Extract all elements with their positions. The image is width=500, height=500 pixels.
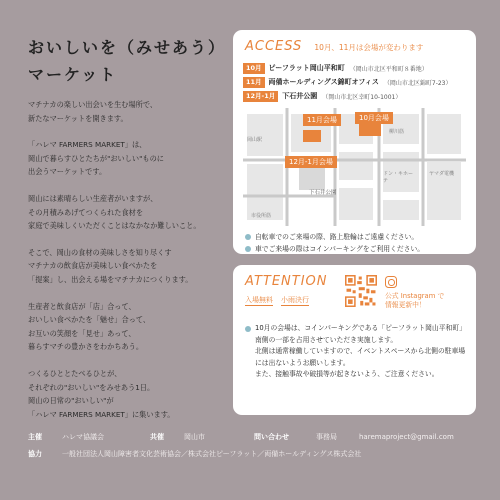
instagram-label: 公式 Instagram で 情報更新中！ (385, 292, 445, 309)
intro-paragraph: 岡山には素晴らしい生産者がいますが、 その月積みあげてつくられた食材を 家庭で美味しくいただくことはなかなか難しいこと。 (28, 193, 201, 231)
venue-item (243, 75, 468, 89)
map-label-shop: ドン・キホーテ (383, 171, 414, 184)
venue-address: （岡山市北区平和町８番地） (349, 65, 428, 73)
organizer-label: 主催 (28, 432, 42, 441)
venue-nov-marker (303, 130, 321, 142)
title-line-1: おいしいを（みせあう） (28, 38, 227, 57)
attention-body (245, 323, 467, 381)
map-pin-october: 10月会場 (355, 112, 393, 124)
intro-paragraph: そこで、岡山の食材の美味しさを知り尽くす マチナカの飲食店が美味しい食べかたを 「提案」し、出会える場をマチナカにつくります。 (28, 247, 193, 284)
contact-value: 事務局 (316, 432, 337, 441)
access-card (233, 30, 476, 254)
attention-tags (245, 295, 309, 306)
map-label-station: 岡山駅 (247, 137, 263, 143)
map-graphic (243, 108, 466, 226)
access-notes (245, 231, 469, 255)
attention-text: 10月の会場は、コインパーキングである「ピーフラット岡山平和町」南側の一部を占用させていただき実施します。 北側は通常稼働していますので、イベントスペースから北側の駐車場には出ないようお願いします。 また、接触事故や破損等が起きないよう、ご注意ください。 (255, 324, 466, 378)
cohost-value: 岡山市 (184, 432, 205, 441)
page-title (28, 34, 226, 88)
map-pin-november: 11月会場 (303, 114, 341, 126)
venue-item (243, 61, 468, 75)
attention-title: ATTENTION (245, 274, 328, 289)
access-note-text: 自転車でのご来場の際、路上駐輪はご遠慮ください。 (255, 233, 419, 241)
venue-month-tag: 10月 (243, 63, 265, 74)
venue-name: ピーフラット岡山平和町 (268, 64, 345, 72)
title-line-2: マーケット (28, 65, 118, 84)
map-pin-december: 12月-1月会場 (285, 156, 337, 168)
attention-header (245, 274, 328, 289)
access-header (245, 39, 423, 54)
venue-name: 両備ホールディングス錦町オフィス (268, 78, 379, 86)
contact-label: 問い合わせ (254, 432, 289, 441)
intro-paragraph: 生産者と飲食店が「店」合って、 おいしい食べかたを「魅せ」合って、 お互いの笑顔を「見せ」あって、 暮らすマチの豊かさをわかちあう。 (28, 301, 151, 352)
footer (28, 428, 478, 462)
access-map (243, 108, 466, 226)
footer-row (28, 428, 478, 445)
footer-row (28, 445, 478, 462)
bullet-dot-icon (245, 246, 251, 252)
bullet-dot-icon (245, 234, 251, 240)
venue-item (243, 89, 468, 103)
access-title: ACCESS (245, 39, 303, 54)
rain-policy-label: 小雨決行 (281, 296, 309, 304)
access-note (245, 231, 469, 243)
venue-name: 下石井公園 (282, 92, 318, 100)
map-label-road: 市役所筋 (251, 213, 272, 219)
cohost-label: 共催 (150, 432, 164, 441)
organizer-value: ハレマ協議会 (62, 432, 104, 441)
access-note (245, 243, 469, 255)
venue-month-tag: 11月 (243, 77, 265, 88)
free-entry-label: 入場無料 (245, 296, 273, 304)
map-label-park: 下石井公園 (309, 190, 337, 196)
instagram-icon[interactable] (385, 276, 397, 288)
attention-card (233, 265, 476, 415)
venue-address: （岡山市北区錦町7-23） (383, 79, 452, 87)
venue-month-tag: 12月-1月 (243, 91, 278, 102)
intro-text (28, 98, 228, 434)
contact-email[interactable]: haremaproject@gmail.com (359, 432, 454, 441)
access-note-text: 車でご来場の際はコインパーキングをご利用ください。 (255, 245, 425, 253)
intro-paragraph: マチナカの楽しい出会いを生む場所で、 新たなマーケットを開きます。 (28, 100, 158, 123)
map-label-building: ヤマダ電機 (429, 171, 455, 177)
support-label: 協力 (28, 449, 42, 458)
park-shape (299, 168, 325, 190)
bullet-dot-icon (245, 326, 251, 332)
venue-oct-marker (359, 122, 381, 136)
access-subtitle: 10月、11月は会場が変わります (314, 43, 424, 52)
intro-paragraph: 「ハレマ FARMERS MARKET」は、 岡山で暮らすひとたちが"おいしい"ものに 出会うマーケットです。 (28, 140, 164, 177)
venue-list (243, 61, 468, 103)
map-label-road: 柳川筋 (389, 129, 405, 135)
qr-code-icon[interactable] (345, 275, 377, 307)
intro-paragraph: つくるひととたべるひとが、 それぞれの"おいしい"をみせあう1日。 岡山の日常の"おいしい"が 「ハレマ FARMERS MARKET」に集います。 (28, 368, 175, 419)
support-value: 一般社団法人岡山障害者文化芸術協会／株式会社ピーフラット／両備ホールディングス株式会社 (62, 449, 362, 458)
venue-address: （岡山市北区幸町10-1001） (322, 93, 402, 101)
